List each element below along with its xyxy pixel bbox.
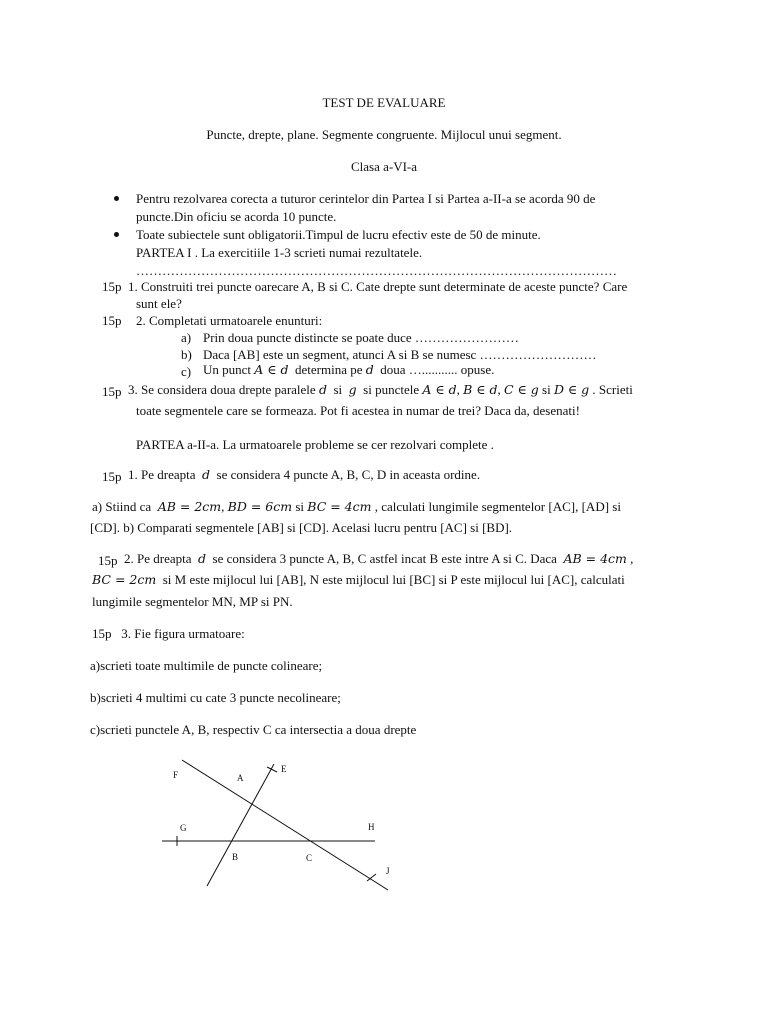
p2-text-2: BC = 2cm si M este mijlocul lui [AB], N este mijlocul lui [BC] si P este mijlocul lui [AC], calculati	[92, 572, 625, 587]
bullet-text-1-cont: puncte.Din oficiu se acorda 10 puncte.	[136, 209, 337, 224]
p2-text-3: lungimile segmentelor MN, MP si PN.	[92, 594, 293, 609]
line-fj	[182, 760, 388, 890]
math-a-in-d: A ∈ d	[254, 362, 289, 377]
ex1-points: 15p	[102, 279, 122, 294]
ex2-a-label: a)	[181, 330, 192, 345]
ex2-c-label: c)	[181, 364, 192, 379]
p1-b: [CD]. b) Comparati segmentele [AB] si [CD]. Acelasi lucru pentru [AC] si [BD].	[90, 520, 513, 535]
partea1-heading: PARTEA I . La exercitiile 1-3 scrieti numai rezultatele.	[136, 245, 423, 260]
p3-a: a)scrieti toate multimile de puncte colineare;	[90, 658, 323, 673]
ex2-a-text: Prin doua puncte distincte se poate duce ……………………	[203, 330, 519, 345]
ex3-text-cont: toate segmentele care se formeaza. Pot fi acestea in numar de trei? Daca da, desenati!	[136, 403, 580, 418]
p1-a: a) Stiind ca AB = 2cm, BD = 6cm si BC = 4cm , calculati lungimile segmentelor [AC], [AD] si	[92, 499, 621, 514]
label-e: E	[281, 764, 287, 774]
bullet-text-2: Toate subiectele sunt obligatorii.Timpul de lucru efectiv este de 50 de minute.	[136, 227, 541, 242]
label-g: G	[180, 823, 187, 833]
label-f: F	[173, 770, 179, 780]
bullet-icon	[114, 196, 119, 201]
ex2-intro: 2. Completati urmatoarele enunturi:	[136, 313, 323, 328]
dotted-line: …………………………………………………………………………………………………	[136, 263, 617, 278]
ex2-b-label: b)	[181, 347, 192, 362]
ex3-text: 3. Se considera doua drepte paralele d si g si punctele A ∈ d, B ∈ d, C ∈ g si D ∈ g . Scrieti	[128, 382, 633, 397]
ex1-text-cont: sunt ele?	[136, 296, 182, 311]
page-subtitle: Puncte, drepte, plane. Segmente congruente. Mijlocul unui segment.	[206, 127, 562, 142]
ex2-b-text: Daca [AB] este un segment, atunci A si B se numesc ………………………	[203, 347, 597, 362]
class-label: Clasa a-VI-a	[350, 159, 418, 174]
page-title: TEST DE EVALUARE	[322, 95, 446, 110]
partea2-heading: PARTEA a-II-a. La urmatoarele probleme se cer rezolvari complete .	[136, 437, 494, 452]
p1-points: 15p	[102, 469, 122, 484]
ex1-text: 1. Construiti trei puncte oarecare A, B si C. Cate drepte sunt determinate de aceste puncte? Care	[128, 279, 628, 294]
ex3-points: 15p	[102, 384, 122, 399]
label-c: C	[306, 853, 313, 863]
ex2-points: 15p	[102, 313, 122, 328]
p2-text: 2. Pe dreapta d se considera 3 puncte A, B, C astfel incat B este intre A si C. Daca AB = 4cm ,	[124, 551, 634, 566]
label-h: H	[368, 822, 375, 832]
p3-b: b)scrieti 4 multimi cu cate 3 puncte necolineare;	[90, 690, 341, 705]
p3-c: c)scrieti punctele A, B, respectiv C ca intersectia a doua drepte	[90, 722, 417, 737]
p1-text: 1. Pe dreapta d se considera 4 puncte A, B, C, D in aceasta ordine.	[128, 467, 481, 482]
bullet-text-1: Pentru rezolvarea corecta a tuturor cerintelor din Partea I si Partea a-II-a se acorda 90 de	[136, 191, 596, 206]
geometry-figure	[150, 750, 410, 900]
ex2-c-text: Un punct A ∈ d determina pe d doua …........... opuse.	[203, 362, 495, 377]
label-a: A	[237, 773, 244, 783]
label-b: B	[232, 852, 239, 862]
label-j: J	[386, 866, 390, 876]
p3-text: 15p 3. Fie figura urmatoare:	[92, 626, 245, 641]
p2-points: 15p	[98, 553, 118, 568]
bullet-icon	[114, 232, 119, 237]
